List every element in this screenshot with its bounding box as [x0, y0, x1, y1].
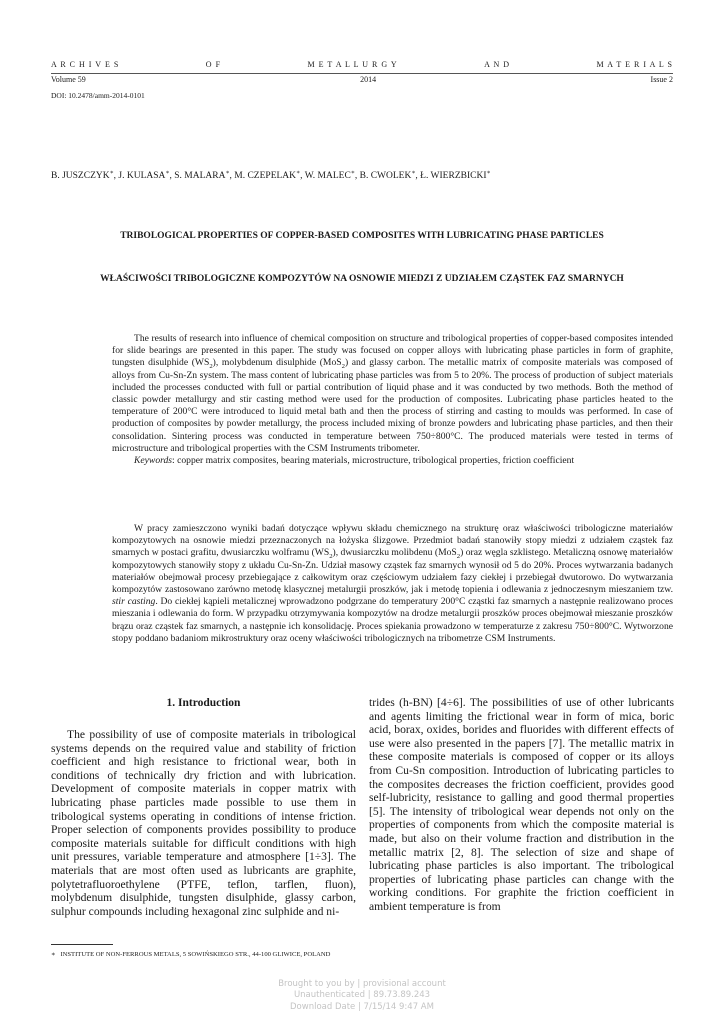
doi: DOI: 10.2478/amm-2014-0101: [51, 91, 145, 100]
body-paragraph: The possibility of use of composite materials in tribological systems depends on the required value and stability of friction coefficient and high resistance to frictional wear, both in conditions of technically dry friction and with lubrication. Development of composite materials in copper matrix with lubricating phase particles made possible to use them in tribological systems operating in conditions of intense friction. Proper selection of components provides possibility to produce composite materials suitable for difficult conditions with high unit pressures, variable temperature and atmosphere [1÷3]. The materials that are most often used as lubricants are graphite, polytetrafluoroethylene (PTFE, teflon, tarflen, fluon), molybdenum disulphide, tungsten disulphide, glassy carbon, sulphur compounds including hexagonal zinc sulphide and ni-: [51, 728, 356, 918]
affiliation-mark: ∗: [296, 170, 301, 176]
download-watermark: [0, 979, 724, 1013]
abstract-english: [112, 333, 673, 467]
author: W. MALEC: [304, 171, 351, 182]
abstract-text: . Do ciekłej kąpieli metalicznej wprowadzono podgrzane do temperatury 200°C cząstki faz smarnych a następnie realizowano proces mieszania i odlewania do form. W przypadku otrzymywania kompozytów na drodze metalurgii proszków proces obejmował mieszanie proszków brązu oraz cząstek faz smarnych, a następnie ich konsolidację. Proces spiekania prowadzono w temperaturze z zakresu 750÷800°C. Wytworzone stopy poddano badaniom mikrostruktury oraz oceny właściwości tribologicznych na tribometrze CSM Instruments.: [112, 596, 673, 644]
watermark-line: Brought to you by | provisional account: [278, 979, 446, 989]
abstract-text: ), molybdenum disulphide (MoS: [212, 357, 342, 369]
author: B. JUSZCZYK: [51, 171, 110, 182]
author: Ł. WIERZBICKI: [420, 171, 487, 182]
abstract-italic: stir casting: [112, 596, 156, 608]
affiliation-mark: ∗: [350, 170, 355, 176]
title-polish: WŁAŚCIWOŚCI TRIBOLOGICZNE KOMPOZYTÓW NA OSNOWIE MIEDZI Z UDZIAŁEM CZĄSTEK FAZ SMARNYCH: [100, 274, 624, 284]
watermark-line: Unauthenticated | 89.73.89.243: [293, 990, 431, 1001]
subscript: 2: [456, 553, 461, 561]
author: S. MALARA: [174, 171, 226, 182]
author-list: B. JUSZCZYK∗, J. KULASA∗, S. MALARA∗, M. CZEPELAK∗, W. MALEC∗, B. CWOLEK∗, Ł. WIERZBICKI∗: [51, 170, 491, 182]
keywords: : copper matrix composites, bearing materials, microstructure, tribological properties, friction coefficient: [172, 455, 575, 467]
abstract-text: ) and glassy carbon. The metallic matrix of composite materials was composed of alloys from Cu-Sn-Zn system. The mass content of lubricating phase particles was from 5 to 20%. The process of production of subject materials included the processes conducted with full or partial contribution of liquid phase and it was conducted by two methods. Both the method of classic powder metallurgy and stir casting method were used for the production of composites. Lubricating phase particles heated to the temperature of 200°C were introduced to liquid metal bath and then the process of stirring and casting to moulds was performed. In case of production of composites by powder metallurgy, the process included mixing of bronze powders and lubricating phase particles, and then their consolidation. Sintering process was conducted in temperature between 750÷800°C. The produced materials were tested in terms of microstructure and tribological properties with the CSM Instruments tribometer.: [112, 357, 673, 454]
footnote-mark: ∗: [51, 951, 56, 958]
subscript: 2: [209, 363, 213, 371]
subscript: 2: [341, 363, 345, 371]
abstract-text: ) oraz węgla szklistego. Metaliczną osnowę materiałów kompozytowych stanowiły stopy z układu Cu-Sn-Zn. Udział masowy cząstek faz smarnych wynosił od 5 do 20%. Proces wytwarzania badanych materiałów obejmował procesy przebiegające z całkowitym oraz częściowym udziałem fazy ciekłej i przebiegał dwutorowo. Do wytwarzania kompozytów zastosowano zarówno metodę klasycznej metalurgii proszków, jak i metodę topienia i odlewania z jednoczesnym mieszaniem tzw.: [112, 547, 674, 596]
journal-word: A N D: [484, 60, 510, 69]
keywords-label: Keywords: [134, 455, 173, 467]
body-column-right: [369, 696, 674, 914]
watermark-line: Download Date | 7/15/14 9:47 AM: [290, 1001, 434, 1012]
abstract-text: W pracy zamieszczono wyniki badań dotyczące wpływu składu chemicznego na strukturę oraz właściwości tribologiczne materiałów kompozytowych na osnowie miedzi przeznaczonych na łożyska ślizgowe. Przedmiot badań stanowiły stopy miedzi z udziałem cząstek faz smarnych w postaci grafitu, dwusiarczku wolframu (WS: [112, 523, 673, 559]
author: M. CZEPELAK: [234, 171, 297, 182]
subscript: 2: [329, 553, 333, 561]
issue-meta: [51, 73, 673, 87]
footnote-rule: [51, 944, 113, 945]
issue: Issue 2: [650, 75, 673, 84]
abstract-text: ), dwusiarczku molibdenu (MoS: [332, 547, 457, 559]
affiliation-mark: ∗: [165, 170, 170, 176]
volume: Volume 59: [51, 75, 86, 84]
author: B. CWOLEK: [359, 171, 412, 182]
abstract-polish: [112, 523, 673, 645]
journal-word: A R C H I V E S: [51, 60, 120, 69]
title-english: TRIBOLOGICAL PROPERTIES OF COPPER-BASED COMPOSITES WITH LUBRICATING PHASE PARTICLES: [120, 231, 604, 241]
footnote-text: INSTITUTE OF NON-FERROUS METALS, 5 SOWIŃSKIEGO STR., 44-100 GLIWICE, POLAND: [60, 951, 331, 958]
affiliation-mark: ∗: [225, 170, 230, 176]
abstract-text: The results of research into influence of chemical composition on structure and tribological properties of copper-based composites intended for slide bearings are presented in this paper. The study was focused on copper alloys with lubricating phase particles in form of graphite, tungsten disulphide (WS: [112, 333, 673, 369]
author: J. KULASA: [118, 171, 166, 182]
journal-title: [51, 60, 673, 72]
footnote: [51, 950, 330, 958]
journal-word: M E T A L L U R G Y: [307, 60, 398, 69]
affiliation-mark: ∗: [109, 170, 114, 176]
body-paragraph: trides (h-BN) [4÷6]. The possibilities of use of other lubricants and agents limiting the frictional wear in form of mica, boric acid, borax, oxides, borides and fluorides with different effects of use were also presented in the papers [7]. The metallic matrix in these composite materials is composed of copper or its alloys from Cu-Sn composition. Introduction of lubricating particles to the composites decreases the friction coefficient, provides good self-lubricity, resistance to galling and good thermal properties [5]. The intensity of tribological wear depends not only on the properties of components from which the composite material is made, but also on their volume fraction and distribution in the metallic matrix [2, 8]. The selection of size and shape of lubricating phase particles is also important. The tribological properties of lubricating phase particles can change with the working conditions. For graphite the friction coefficient in ambient temperature is from: [369, 696, 674, 913]
journal-word: M A T E R I A L S: [596, 60, 673, 69]
section-heading-introduction: 1. Introduction: [166, 697, 241, 709]
affiliation-mark: ∗: [486, 170, 491, 176]
affiliation-mark: ∗: [411, 170, 416, 176]
body-column-left: [51, 696, 356, 918]
journal-word: O F: [205, 60, 222, 69]
year: 2014: [360, 75, 377, 84]
